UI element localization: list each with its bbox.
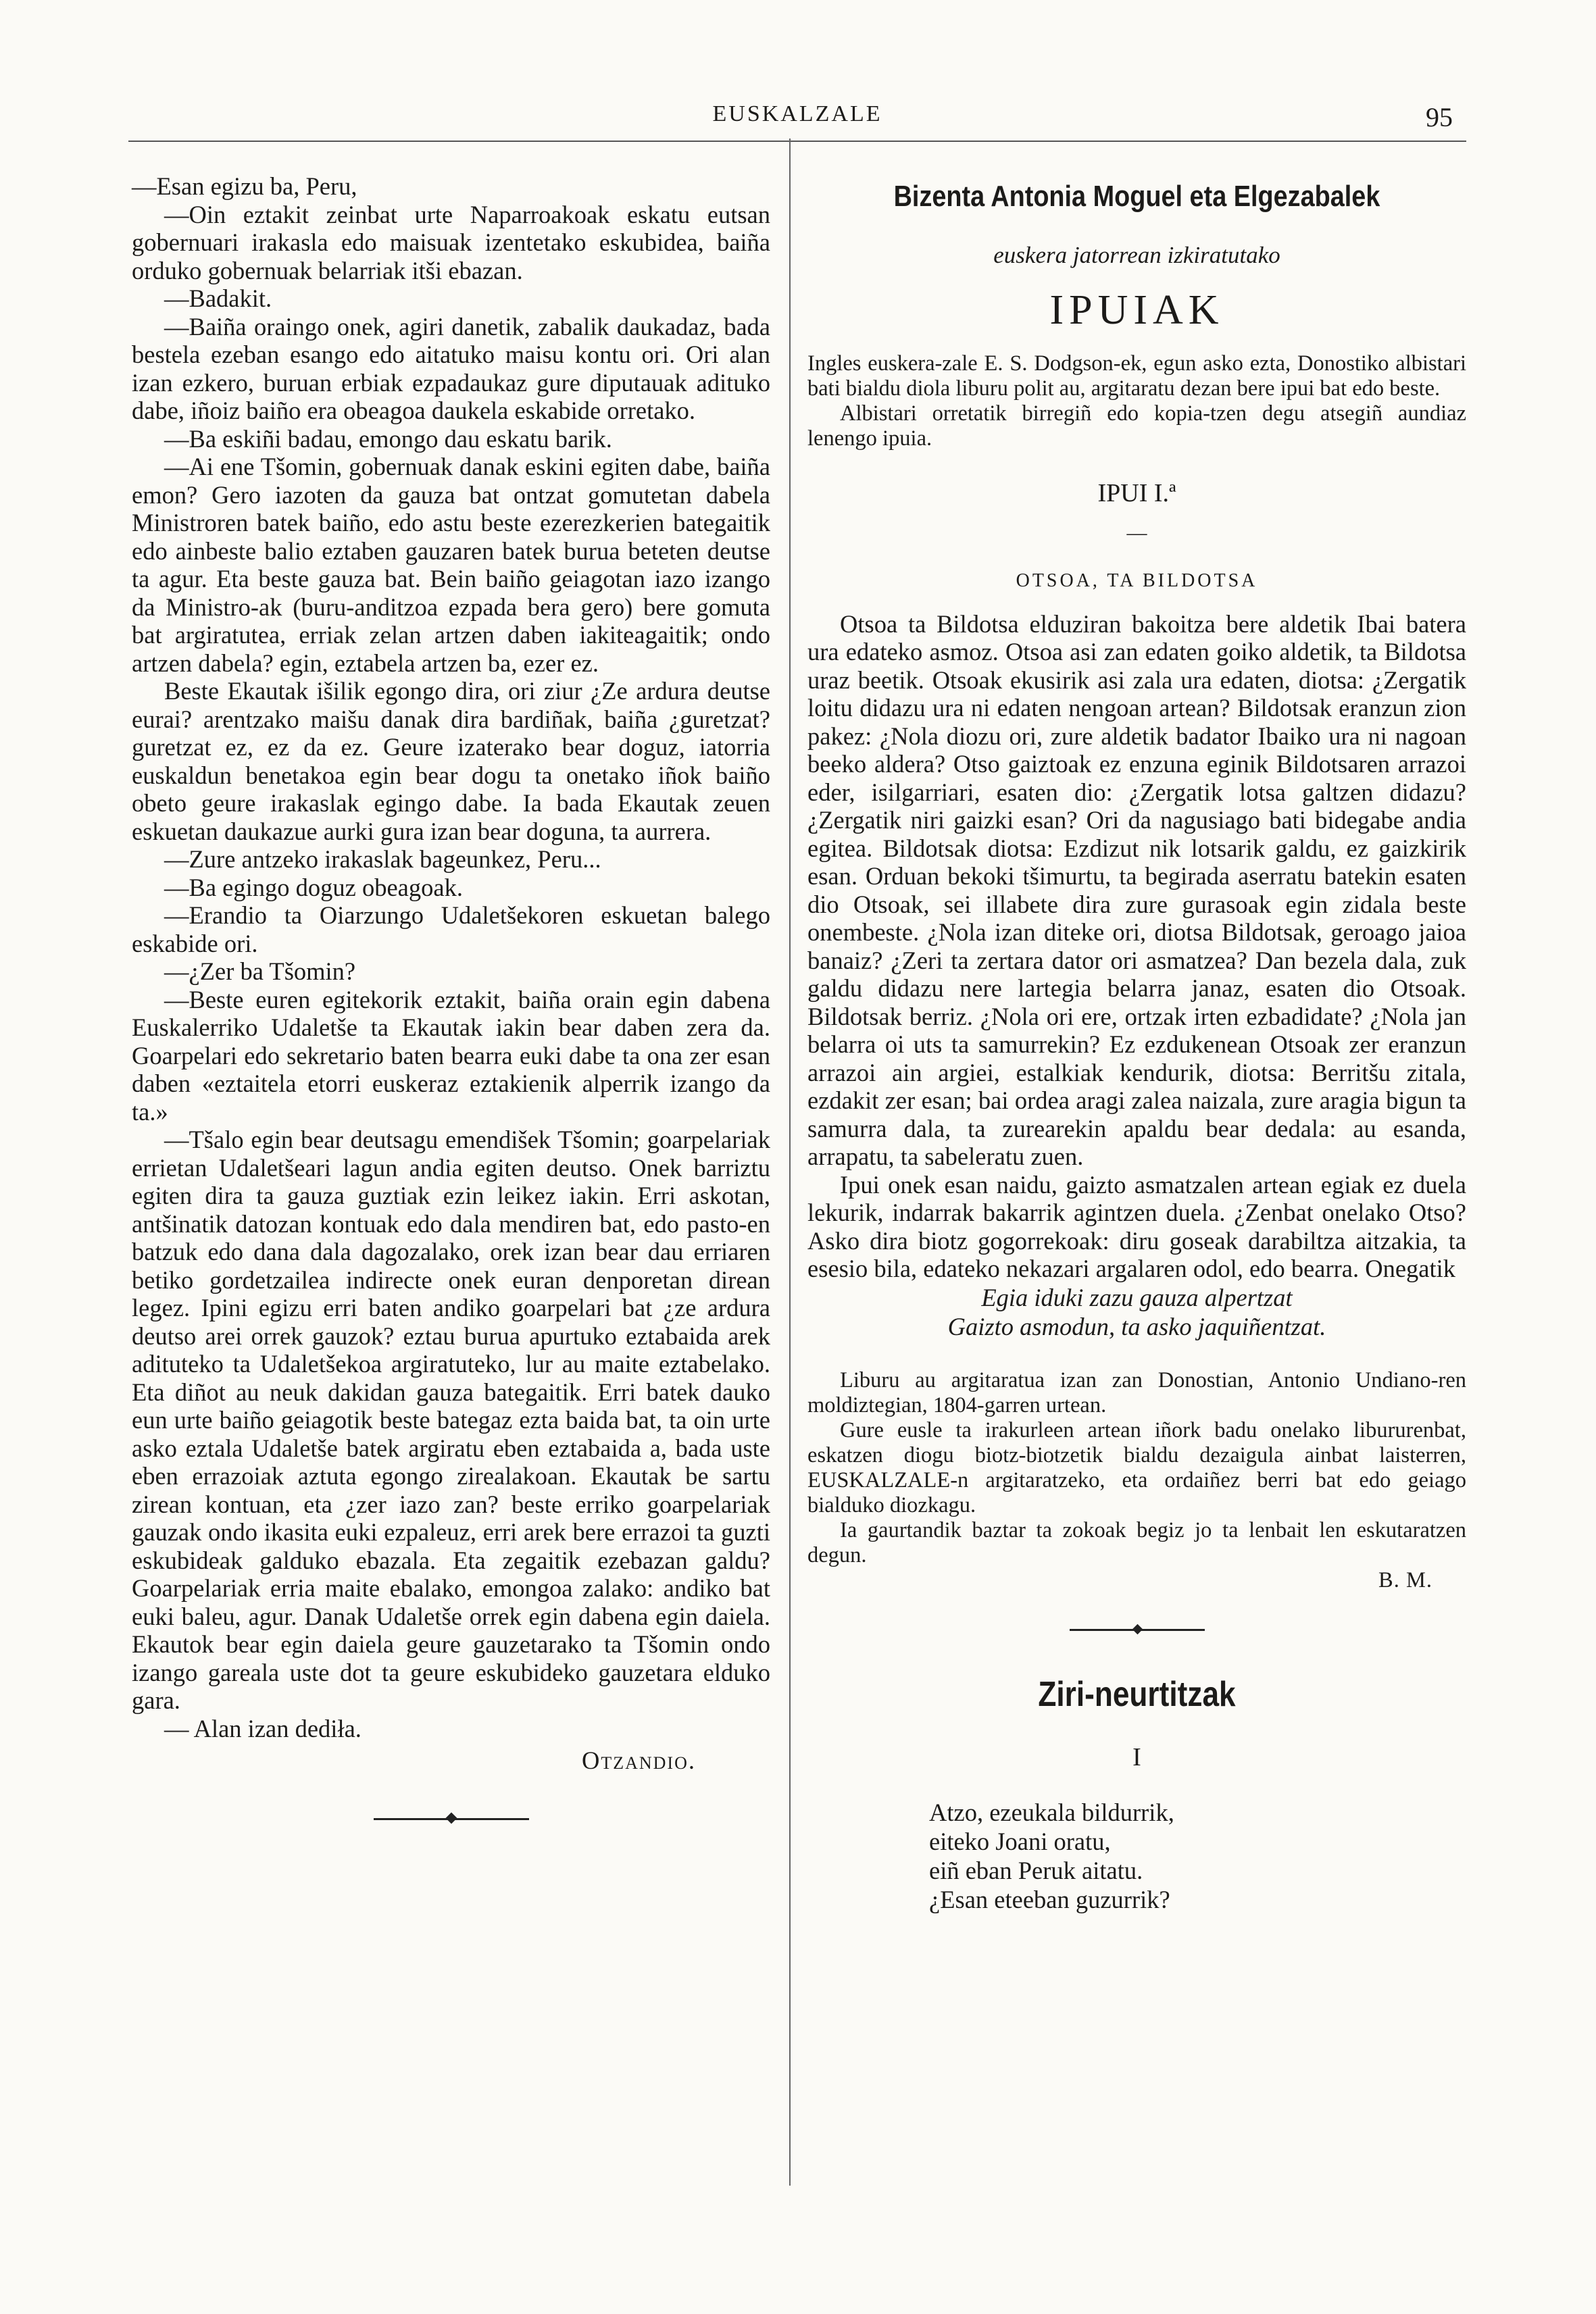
paragraph: —Ba eskiñi badau, emongo dau eskatu barik. xyxy=(164,424,612,453)
end-ornament xyxy=(374,1814,529,1823)
paragraph: —Zure antzeko irakaslak bageunkez, Peru... xyxy=(164,845,601,873)
note-paragraph: Ia gaurtandik baztar ta zokoak begiz jo ta lenbait len eskutaratzen degun. xyxy=(807,1517,1466,1567)
story-paragraph: Otsoa ta Bildotsa elduziran bakoitza bere aldetik Ibai batera ura edateko asmoz. Otsoa asi zan edaten goiko aldetik, ta Bildotsa uraz beetik. Otsoak ekusirik asi zala ura edaten, diotsa: ¿Zergatik loitu didazu ura ni edaten nengoan artean? Bildotsak eranzun zion pakez: ¿Nola diozu ori, zure aldetik badator Ibaiko ura ni nagoan beeko aldera? Otso gaiztoak ez enzuna eginik Bildotsaren arrazoi eder, isilgarriari, esaten dio: ¿Zergatik lotsa galtzen didazu? ¿Zergatik niri gaizki esan? Ori da nagusiago bati bidegabe andia egitea. Bildotsak diotsa: Ezdizut nik lotsarik galdu, ez gaizkirik esan. Orduan bekoki tšimurtu, ta begirada aserratu batekin esaten dio Otsoak, sei illabete dira zure gurasoak egin zidala beste onembeste. ¿Nola izan diteke ori, diotsa Bildotsak, geroago jaioa banaiz? ¿Zeri ta zertara dator ori asmatzea? Dan bezela dala, zuk galdu didazu nere lartegia belarra janaz, esaten dio Otsoak. Bildotsak berriz. ¿Nola ori ere, ortzak irten ezbadidate? ¿Nola jan belarra oi uts ta samurrekin? Ez ezdukenean Otsoak zer eranzun arrazoi ain argiei, estalkiak kendurik, diotsa: Berritšu zitala, ezdakit zer esan; bai ordea aragi zalea naizala, zure aragia bigun ta samurra dala, ta zurearekin apaldu bear dedala: au esanda, arrapatu, ta sabeleratu zuen. xyxy=(807,609,1466,1170)
intro xyxy=(807,351,1466,451)
ornament-diamond xyxy=(445,1812,457,1823)
paragraph: —Erandio ta Oiarzungo Udaletšekoren eskuetan balego eskabide ori. xyxy=(132,901,770,957)
section-heading: Ziri-neurtitzak xyxy=(1038,1674,1236,1714)
poem-line: Atzo, ezeukala bildurrik, xyxy=(929,1798,1174,1826)
poem xyxy=(807,1798,1466,1914)
separator: — xyxy=(1126,521,1147,544)
paragraph: —Beste euren egitekorik eztakit, baiña orain egin dabena Euskalerriko Udaletše ta Ekautak iakin bear daben zera da. Goarpelari edo sekretario baten bearra euki dabe ta ona zer esan daben «eztaitela etorri euskeraz eztakienik alperrik izango da ta.» xyxy=(132,985,770,1126)
paragraph: — Alan izan dediła. xyxy=(164,1714,361,1742)
column-divider xyxy=(789,139,791,2186)
note-paragraph: Liburu au argitaratua izan zan Donostian, Antonio Undiano-ren moldiztegian, 1804-garren urtean. xyxy=(807,1367,1466,1417)
intro-paragraph: Ingles euskera-zale E. S. Dodgson-ek, egun asko ezta, Donostiko albistari bati bialdu diola liburu polit au, argitaratu dezan bere ipui bat edo beste. xyxy=(807,351,1466,401)
ornament-diamond xyxy=(1132,1624,1143,1634)
page-number: 95 xyxy=(1426,102,1453,132)
note-signature: B. M. xyxy=(1378,1567,1432,1592)
moral-verse xyxy=(807,1283,1466,1341)
story-number: IPUI I.ª xyxy=(1097,479,1176,507)
running-title: EUSKALZALE xyxy=(712,101,882,126)
paragraph: —Esan egizu ba, Peru, xyxy=(132,172,357,200)
story-paragraph: Ipui onek esan naidu, gaizto asmatzalen artean egiak ez duela lekurik, indarrak bakarrik agintzen duela. ¿Zenbat onelako Otso? Asko dira biotz gogorrekoak: diru goseak darabiltza aitzakia, ta esesio bila, edateko nekazari argalaren odol, edo bearra. Onegatik xyxy=(807,1170,1466,1282)
paragraph: —Oin eztakit zeinbat urte Naparroakoak eskatu eutsan gobernuari irakasla edo maisuak izentetako eskubidea, baiña orduko gobernuak belarriak itši ebazan. xyxy=(132,200,770,284)
intro-paragraph: Albistari orretatik birregiñ edo kopia-tzen degu atsegiñ aundiaz lenengo ipuia. xyxy=(807,401,1466,451)
right-column xyxy=(807,172,1466,1914)
header-rule xyxy=(128,141,1466,142)
paragraph: Beste Ekautak išilik egongo dira, ori ziur ¿Ze ardura deutse eurai? arentzako maišu danak dira bardiñak, baiña ¿guretzat? guretzat ez, ez da ez. Geure izaterako bear doguz, iatorria euskaldun benetakoa egin bear dogu ta onetako iñok baiño obeto geure irakaslak egingo dabe. Ia bada Ekautak zeuen eskuetan daukazue aurki gura izan bear doguna, ta aurrera. xyxy=(132,677,770,845)
poem-line: eiteko Joani oratu, xyxy=(929,1827,1111,1855)
moral-line: Gaizto asmodun, ta asko jaquiñentzat. xyxy=(947,1312,1326,1340)
note-paragraph: Gure eusle ta irakurleen artean iñork badu onelako libururenbat, eskatzen diogu biotz-biotzetik bialdu dezaigula ainbat laisterren, EUSKALZALE-n argitaratzeko, eta ordaiñez berri bat edo geiago bialduko diozkagu. xyxy=(807,1417,1466,1517)
story-title: OTSOA, TA BILDOTSA xyxy=(1016,570,1258,591)
paragraph: —Baiña oraingo onek, agiri danetik, zabalik daukadaz, bada bestela ezeban esango edo aitatuko maisu kontu ori. Ori alan izan ezkero, buruan erbiak ezpadaukaz gure diputauak adituko dabe, iñoiz baiño era obeagoa daukela eskabide orretako. xyxy=(132,312,770,424)
paragraph: —Ai ene Tšomin, gobernuak danak eskini egiten dabe, baiña emon? Gero iazoten da gauza bat ontzat gomutetan dabela Ministroren batek baiño, edo astu beste ezerezkerien bategaitik edo ainbeste balio eztaben gauzaren batek burua beteten deutse ta agur. Eta beste gauza bat. Bein baiño geiagotan iazo izango da Ministro-ak (buru-anditzoa ezpada bera gero) bere gomuta bat argiratutea, erriak zelan artzen daben iakiteagaitik; ondo artzen dabela? egin, eztabela artzen ba, ezer ez. xyxy=(132,453,770,677)
article-signature: Otzandio. xyxy=(581,1746,696,1774)
paragraph: —¿Zer ba Tšomin? xyxy=(164,957,356,985)
left-column xyxy=(132,172,770,1823)
paragraph: —Badakit. xyxy=(164,284,272,312)
paragraph: —Tšalo egin bear deutsagu emendišek Tšomin; goarpelariak errietan Udaletšeari lagun andia egiten deutso. Onek barriztu egiten dira ta gauza guztiak ezin leikez iakin. Erri askotan, antšinatik datozan kontuak edo dala mendiren bat, edo pasto-en batzuk edo dana dala dagozalako, orek izan bear dau erriaren betiko gordetzailea indirecte onek euran denporetan direan legez. Ipini egizu erri baten andiko goarpelari bat ¿ze ardura deutso arei orrek gauzok? eztau burua apurtuko eztabaida arek adituteko ta Udaletšekoa argiratuteko, lur au maite eztabelako. Eta diñot au neuk dakidan gauza bategaitik. Erri batek dauko eun urte baiño geiagotik beste bategaz ezta baida bat, ta oin urte asko eztala Udaletše batek argiratu eben eztabaida a, bada uste eben errazoiak aztuta egongo zirealakoan. Ekautak be sartu zirean kontuan, eta ¿zer iazo zan? beste erriko goarpelariak gauzak ondo ikasita euki ezpaleuz, erri arek bere errazoi ta guzti eskubideak galduko ebazala. Eta zegaitik ezebazan galdu? Goarpelariak erria maite ebalako, emongoa zalako: andiko bat euki baleu, agur. Danak Udaletše orrek egin dabena egin daiela. Ekautok bear egin daiela geure gauzetarako ta Tšomin ondo izango gareala uste dot ta geure eskubideko gauzetara elduko gara. xyxy=(132,1126,770,1714)
poem-line: eiñ eban Peruk aitatu. xyxy=(929,1856,1143,1884)
page-header xyxy=(128,101,1466,149)
poem-number: I xyxy=(1132,1743,1141,1771)
moral-line: Egia iduki zazu gauza alpertzat xyxy=(981,1283,1293,1311)
paragraph: —Ba egingo doguz obeagoak. xyxy=(164,873,463,901)
article-heading: Bizenta Antonia Moguel eta Elgezabalek xyxy=(893,180,1380,213)
article-subheading: euskera jatorrean izkiratutako xyxy=(993,242,1280,268)
section-ornament xyxy=(1070,1626,1205,1634)
editor-note xyxy=(807,1368,1466,1568)
poem-line: ¿Esan eteeban guzurrik? xyxy=(929,1885,1170,1913)
book-title: IPUIAK xyxy=(1049,286,1224,333)
